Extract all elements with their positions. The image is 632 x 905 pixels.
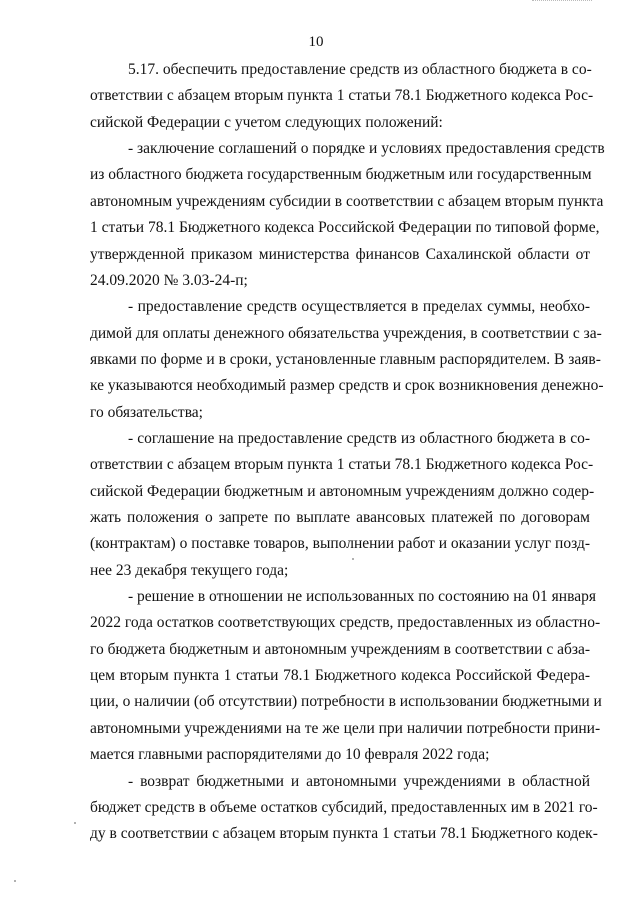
text-line: - предоставление средств осуществляется в пределах суммы, необхо- bbox=[128, 298, 590, 316]
text-line: димой для оплаты денежного обязательства учреждения, в соответствии с за- bbox=[90, 324, 602, 342]
text-line: ответствии с абзацем вторым пункта 1 статьи 78.1 Бюджетного кодекса Рос- bbox=[90, 87, 594, 105]
text-line: сийской Федерации с учетом следующих положений: bbox=[90, 113, 443, 131]
text-line: 5.17. обеспечить предоставление средств из областного бюджета в со- bbox=[128, 61, 592, 78]
text-line: - решение в отношении не использованных по состоянию на 01 января bbox=[128, 588, 596, 605]
text-line: ду в соответствии с абзацем вторым пункта 1 статьи 78.1 Бюджетного кодек- bbox=[90, 825, 598, 843]
text-line: го бюджета бюджетным и автономным учреждениям в соответствии с абза- bbox=[90, 640, 591, 658]
text-line: из областного бюджета государственным бюджетным или государственным bbox=[90, 166, 592, 184]
scan-speck bbox=[14, 880, 16, 882]
scan-speck bbox=[74, 822, 76, 824]
text-line: - соглашение на предоставление средств из областного бюджета в со- bbox=[128, 429, 590, 447]
text-line: сийской Федерации бюджетным и автономным учреждениям должно содер- bbox=[90, 482, 595, 500]
text-line: ции, о наличии (об отсутствии) потребности в использовании бюджетными и bbox=[90, 693, 602, 711]
text-line: (контрактам) о поставке товаров, выполнении работ и оказании услуг позд- bbox=[90, 535, 590, 553]
text-line: цем вторым пункта 1 статьи 78.1 Бюджетного кодекса Российской Федера- bbox=[90, 667, 590, 685]
text-line: 2022 года остатков соответствующих средств, предоставленных из областно- bbox=[90, 614, 601, 632]
text-line: мается главными распорядителями до 10 февраля 2022 года; bbox=[90, 746, 490, 764]
text-line: ке указываются необходимый размер средств и срок возникновения денежно- bbox=[90, 377, 604, 395]
text-line: го обязательства; bbox=[90, 403, 203, 421]
page-number: 10 bbox=[308, 34, 324, 50]
text-line: ответствии с абзацем вторым пункта 1 статьи 78.1 Бюджетного кодекса Рос- bbox=[90, 456, 594, 474]
text-line: жать положения о запрете по выплате авансовых платежей по договорам bbox=[90, 509, 590, 526]
text-line: - заключение соглашений о порядке и условиях предоставления средств bbox=[128, 140, 605, 158]
scan-edge-mark bbox=[532, 0, 592, 3]
text-line: автономными учреждениями на те же цели при наличии потребности прини- bbox=[90, 719, 601, 737]
text-line: - возврат бюджетными и автономными учреждениями в областной bbox=[128, 772, 590, 790]
text-line: 1 статьи 78.1 Бюджетного кодекса Российской Федерации по типовой форме, bbox=[90, 219, 600, 237]
text-line: явками по форме и в сроки, установленные главным распорядителем. В заяв- bbox=[90, 350, 601, 368]
text-line: 24.09.2020 № 3.03-24-п; bbox=[90, 271, 248, 289]
text-line: утвержденной приказом министерства финансов Сахалинской области от bbox=[90, 245, 590, 263]
text-line: нее 23 декабря текущего года; bbox=[90, 561, 289, 579]
text-line: бюджет средств в объеме остатков субсидий, предоставленных им в 2021 го- bbox=[90, 798, 598, 816]
text-line: автономным учреждениям субсидии в соответствии с абзацем вторым пункта bbox=[90, 192, 604, 210]
